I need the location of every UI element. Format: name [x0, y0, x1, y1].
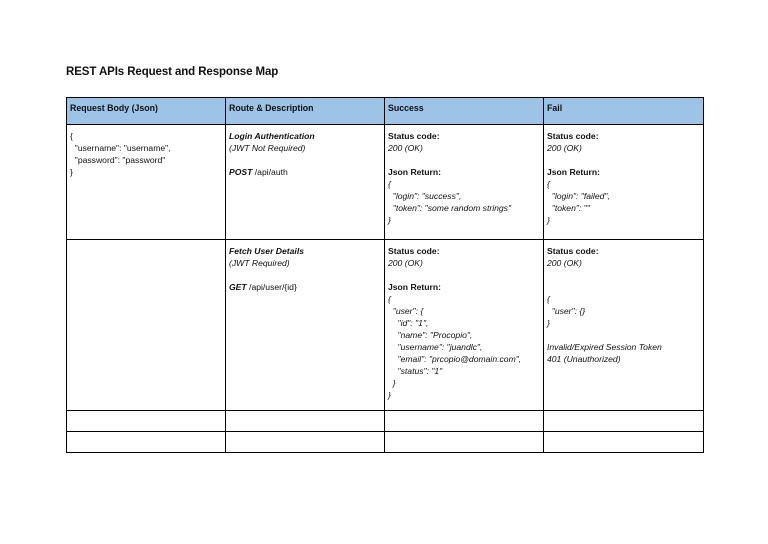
api-map-table: [66, 97, 704, 453]
table-row: [67, 125, 704, 240]
json-line: "user": {: [388, 306, 424, 316]
json-line: }: [70, 167, 73, 177]
http-method: POST: [229, 167, 253, 177]
fail-cell: [544, 125, 704, 240]
status-value: 200 (OK): [547, 258, 582, 268]
header-request-body: Request Body (Json): [67, 98, 226, 125]
json-line: "token": "": [547, 203, 590, 213]
json-line: }: [547, 215, 550, 225]
json-line: "user": {}: [547, 306, 586, 316]
header-success: Success: [385, 98, 544, 125]
empty-cell: [544, 411, 704, 432]
status-value: 200 (OK): [388, 258, 423, 268]
json-line: }: [388, 215, 391, 225]
json-line: "email": "prcopio@domain.com",: [388, 354, 522, 364]
json-line: {: [70, 131, 73, 141]
header-route-description: Route & Description: [226, 98, 385, 125]
route-path: /api/auth: [252, 167, 288, 177]
error-status: 401 (Unauthorized): [547, 354, 621, 364]
json-line: }: [388, 390, 391, 400]
route-name: Fetch User Details: [229, 246, 304, 256]
empty-cell: [544, 432, 704, 453]
empty-cell: [226, 411, 385, 432]
status-value: 200 (OK): [388, 143, 423, 153]
status-label: Status code:: [547, 246, 599, 256]
json-line: "status": "1": [388, 366, 443, 376]
route-cell: [226, 125, 385, 240]
table-header-row: [67, 98, 704, 125]
json-return-label: Json Return:: [388, 167, 441, 177]
empty-cell: [226, 432, 385, 453]
json-line: "username": "username",: [70, 143, 171, 153]
fail-cell: [544, 240, 704, 411]
table-row: [67, 240, 704, 411]
route-jwt-note: (JWT Required): [229, 258, 290, 268]
json-line: }: [547, 318, 550, 328]
request-body-cell: [67, 240, 226, 411]
json-line: {: [388, 179, 391, 189]
status-label: Status code:: [388, 246, 440, 256]
empty-cell: [385, 411, 544, 432]
empty-cell: [67, 432, 226, 453]
route-cell: [226, 240, 385, 411]
json-line: {: [388, 294, 391, 304]
table-row-empty: [67, 411, 704, 432]
success-cell: [385, 125, 544, 240]
route-jwt-note: (JWT Not Required): [229, 143, 306, 153]
error-message: Invalid/Expired Session Token: [547, 342, 662, 352]
json-return-label: Json Return:: [388, 282, 441, 292]
json-line: "password": "password": [70, 155, 166, 165]
route-path: /api/user/{id}: [246, 282, 297, 292]
json-line: "token": "some random strings": [388, 203, 512, 213]
json-line: "login": "success",: [388, 191, 462, 201]
empty-cell: [385, 432, 544, 453]
request-body-cell: [67, 125, 226, 240]
status-value: 200 (OK): [547, 143, 582, 153]
document-title: REST APIs Request and Response Map: [66, 66, 279, 78]
json-line: "id": "1",: [388, 318, 429, 328]
table-row-empty: [67, 432, 704, 453]
status-label: Status code:: [547, 131, 599, 141]
json-line: "username": "juandlc",: [388, 342, 483, 352]
empty-cell: [67, 411, 226, 432]
route-name: Login Authentication: [229, 131, 315, 141]
json-line: {: [547, 294, 550, 304]
status-label: Status code:: [388, 131, 440, 141]
json-line: "login": "failed",: [547, 191, 610, 201]
json-line: "name": "Procopio",: [388, 330, 473, 340]
json-line: {: [547, 179, 550, 189]
http-method: GET: [229, 282, 247, 292]
success-cell: [385, 240, 544, 411]
header-fail: Fail: [544, 98, 704, 125]
json-return-label: Json Return:: [547, 167, 600, 177]
json-line: }: [388, 378, 396, 388]
